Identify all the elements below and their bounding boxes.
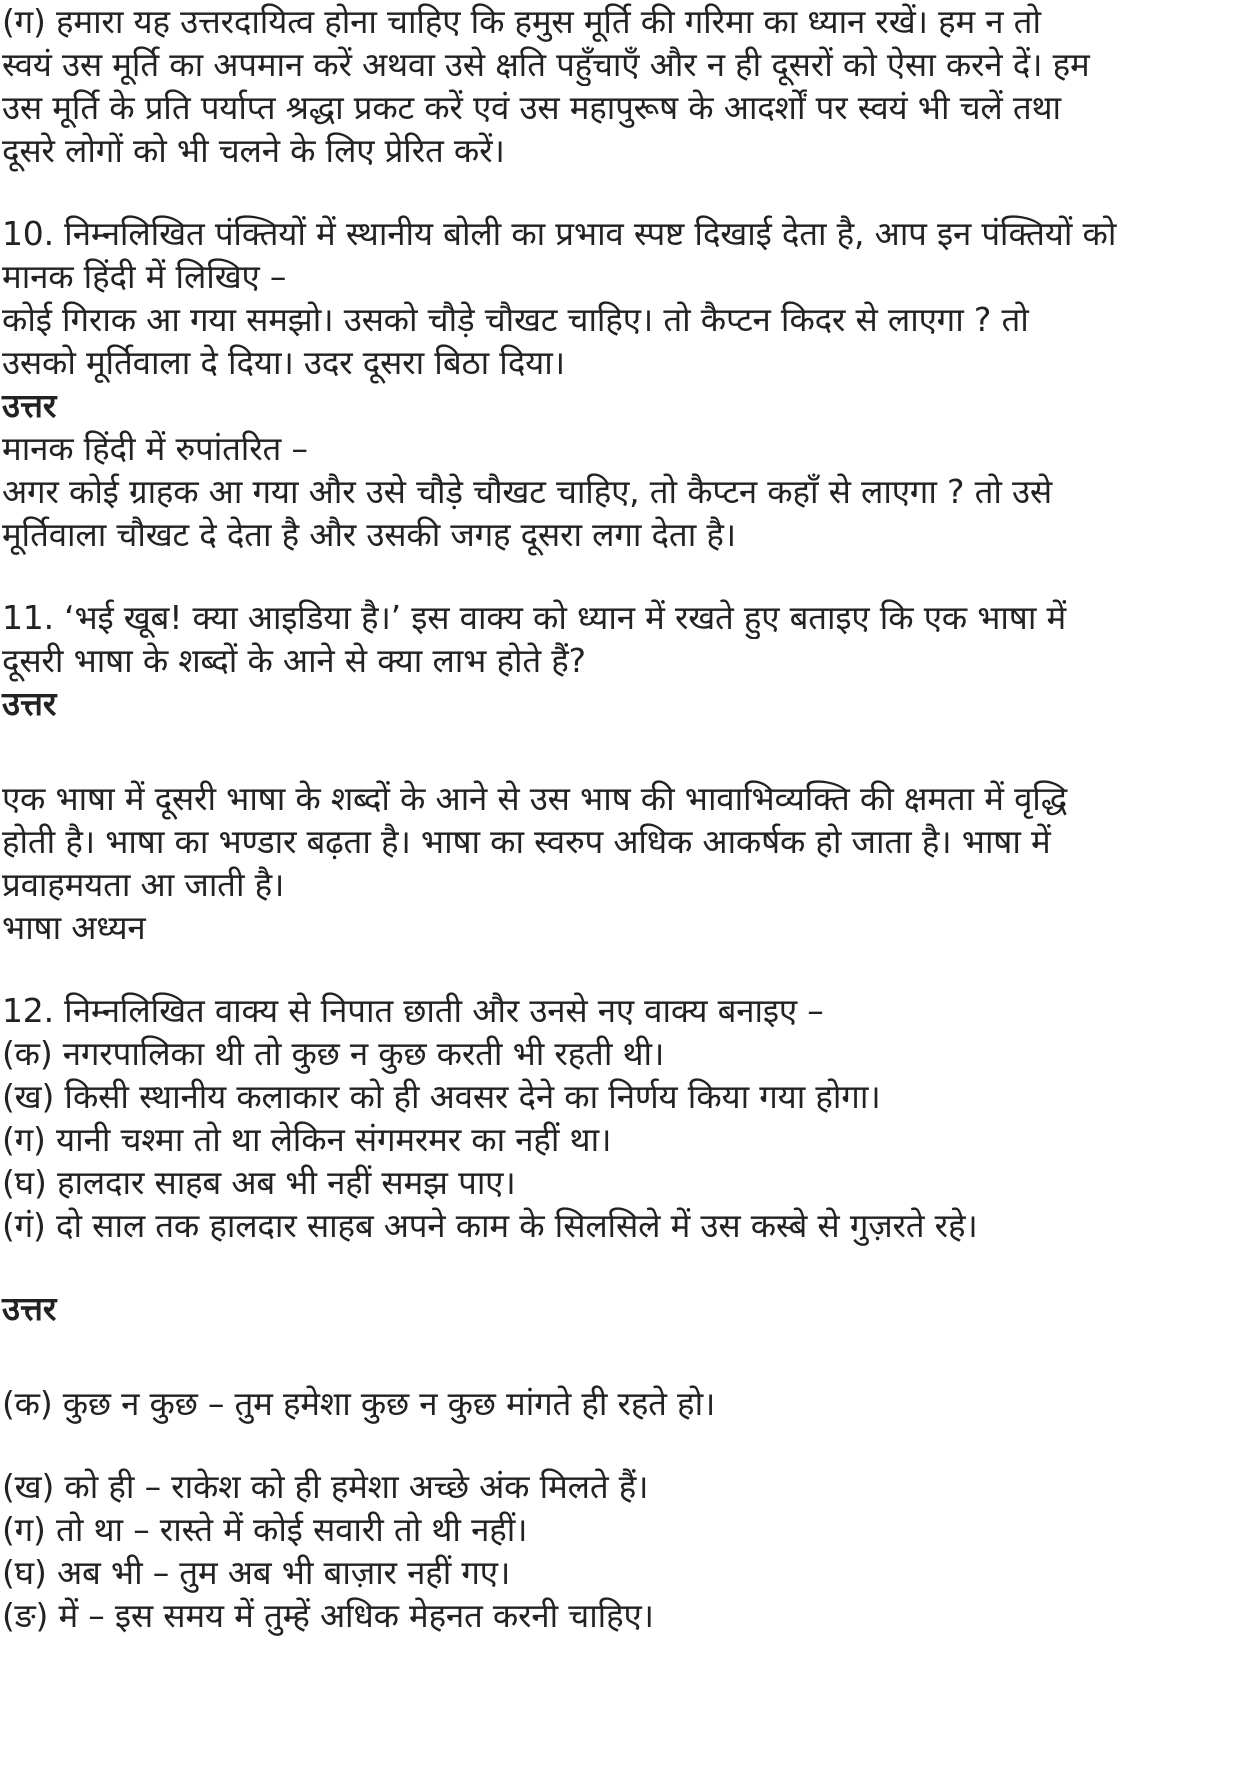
text-line: (ग) हमारा यह उत्तरदायित्व होना चाहिए कि हमुस मूर्ति की गरिमा का ध्यान रखें। हम न तो (2, 2, 1041, 41)
question-line: दूसरी भाषा के शब्दों के आने से क्या लाभ होते हैं? (2, 641, 586, 680)
question-10 (2, 212, 1238, 384)
answer-line: मूर्तिवाला चौखट दे देता है और उसकी जगह दूसरा लगा देता है। (2, 515, 736, 554)
answer-12 (2, 1382, 1238, 1637)
text-line: उस मूर्ति के प्रति पर्याप्त श्रद्धा प्रकट करें एवं उस महापुरूष के आदर्शों पर स्वयं भी चलें तथा (2, 88, 1061, 127)
question-item: (क) नगरपालिका थी तो कुछ न कुछ करती भी रहती थी। (2, 1034, 665, 1073)
question-line: 10. निम्नलिखित पंक्तियों में स्थानीय बोली का प्रभाव स्पष्ट दिखाई देता है, आप इन पंक्तियों को (2, 214, 1117, 253)
answer-item: (ग) तो था – रास्ते में कोई सवारी तो थी नहीं। (2, 1510, 528, 1549)
answer-line: एक भाषा में दूसरी भाषा के शब्दों के आने से उस भाष की भावाभिव्यक्ति की क्षमता में वृद्धि (2, 779, 1067, 818)
section-label: भाषा अध्यन (2, 908, 146, 947)
answer-heading: उत्तर (2, 684, 57, 723)
answer-line: मानक हिंदी में रुपांतरित – (2, 429, 308, 468)
question-line: उसको मूर्तिवाला दे दिया। उदर दूसरा बिठा दिया। (2, 343, 565, 382)
answer-heading: उत्तर (2, 386, 57, 425)
question-12 (2, 989, 1238, 1247)
text-line: दूसरे लोगों को भी चलने के लिए प्रेरित करें। (2, 131, 505, 170)
question-line: कोई गिराक आ गया समझो। उसको चौड़े चौखट चाहिए। तो कैप्टन किदर से लाएगा ? तो (2, 300, 1029, 339)
answer-line: होती है। भाषा का भण्डार बढ़ता है। भाषा का स्वरुप अधिक आकर्षक हो जाता है। भाषा में (2, 822, 1051, 861)
question-11 (2, 596, 1238, 682)
answer-11 (2, 777, 1238, 949)
question-item: (गं) दो साल तक हालदार साहब अपने काम के सिलसिले में उस कस्बे से गुज़रते रहे। (2, 1206, 978, 1245)
question-item: (घ) हालदार साहब अब भी नहीं समझ पाए। (2, 1163, 516, 1202)
question-item: (ग) यानी चश्मा तो था लेकिन संगमरमर का नहीं था। (2, 1120, 612, 1159)
answer-heading: उत्तर (2, 1289, 57, 1328)
answer-continuation-paragraph (2, 0, 1238, 172)
answer-item: (घ) अब भी – तुम अब भी बाज़ार नहीं गए। (2, 1553, 511, 1592)
answer-line: प्रवाहमयता आ जाती है। (2, 865, 285, 904)
question-line: मानक हिंदी में लिखिए – (2, 257, 287, 296)
answer-10 (2, 427, 1238, 556)
question-item: (ख) किसी स्थानीय कलाकार को ही अवसर देने का निर्णय किया गया होगा। (2, 1077, 881, 1116)
text-line: स्वयं उस मूर्ति का अपमान करें अथवा उसे क्षति पहुँचाएँ और न ही दूसरों को ऐसा करने दें। हम (2, 45, 1090, 84)
question-line: 12. निम्नलिखित वाक्य से निपात छाती और उनसे नए वाक्य बनाइए – (2, 991, 824, 1030)
question-line: 11. ‘भई खूब! क्या आइडिया है।’ इस वाक्य को ध्यान में रखते हुए बताइए कि एक भाषा में (2, 598, 1066, 637)
answer-item: (क) कुछ न कुछ – तुम हमेशा कुछ न कुछ मांगते ही रहते हो। (2, 1384, 716, 1423)
answer-line: अगर कोई ग्राहक आ गया और उसे चौड़े चौखट चाहिए, तो कैप्टन कहाँ से लाएगा ? तो उसे (2, 472, 1053, 511)
answer-item: (ङ) में – इस समय में तुम्हें अधिक मेहनत करनी चाहिए। (2, 1596, 654, 1635)
answer-item: (ख) को ही – राकेश को ही हमेशा अच्छे अंक मिलते हैं। (2, 1467, 649, 1506)
